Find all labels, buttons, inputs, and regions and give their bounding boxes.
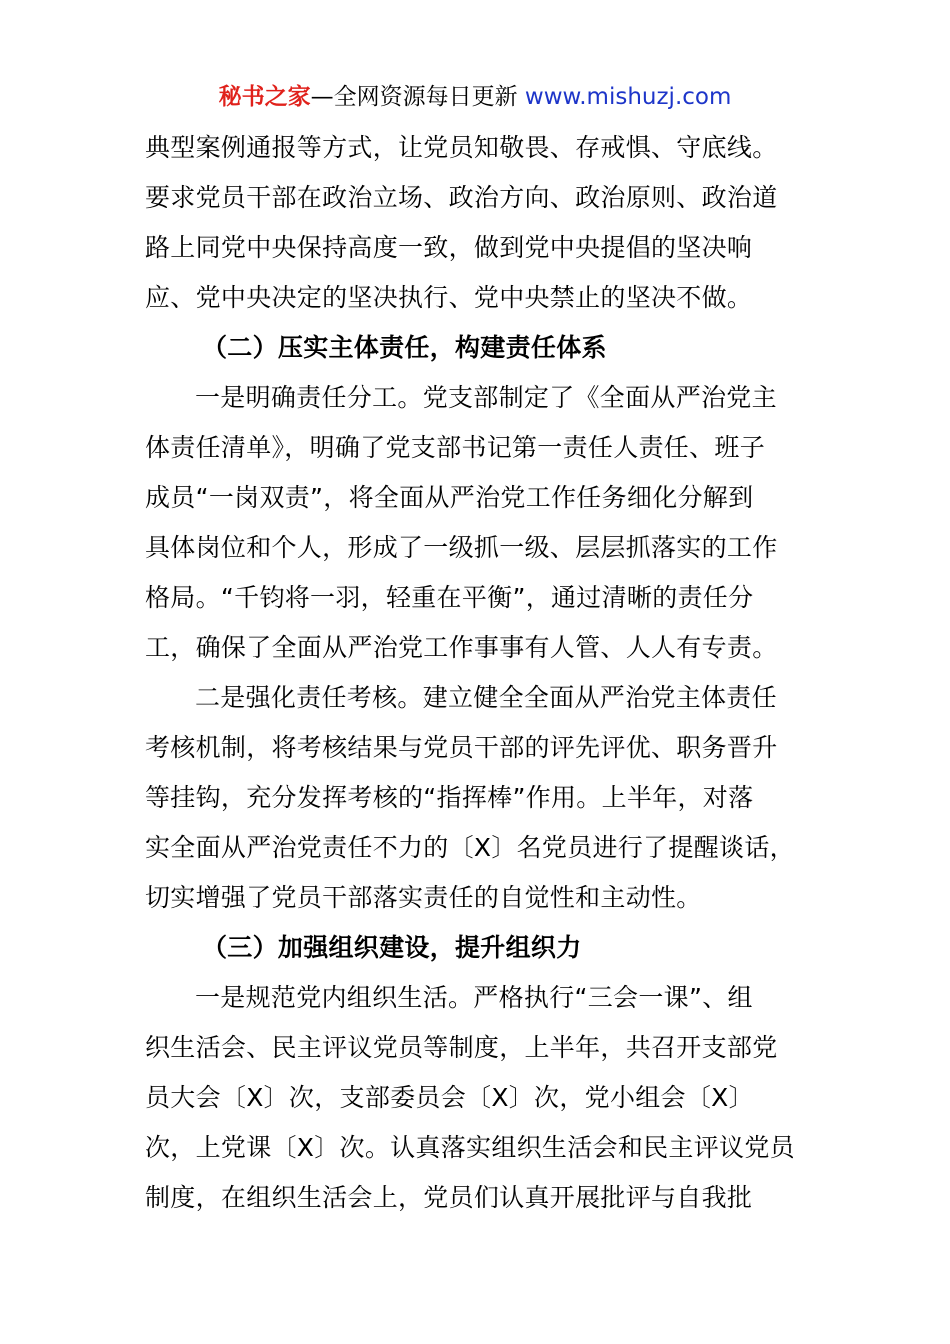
paragraph-line: 应、党中央决定的坚决执行、党中央禁止的坚决不做。 <box>145 283 753 312</box>
paragraph-line: 一是规范党内组织生活。严格执行“三会一课”、组 <box>195 983 753 1012</box>
paragraph-line: 具体岗位和个人，形成了一级抓一级、层层抓落实的工作 <box>145 533 778 562</box>
site-brand: 秘书之家 <box>218 84 311 110</box>
paragraph-line: 考核机制，将考核结果与党员干部的评先评优、职务晋升 <box>145 733 778 762</box>
paragraph-line: 次，上党课〔X〕次。认真落实组织生活会和民主评议党员 <box>145 1133 795 1162</box>
paragraph-line: 体责任清单》，明确了党支部书记第一责任人责任、班子 <box>145 433 766 462</box>
paragraph-line: 典型案例通报等方式，让党员知敬畏、存戒惧、守底线。 <box>145 133 778 162</box>
paragraph-line: 路上同党中央保持高度一致，做到党中央提倡的坚决响 <box>145 233 753 262</box>
paragraph-line: 员大会〔X〕次，支部委员会〔X〕次，党小组会〔X〕 <box>145 1083 754 1112</box>
section-heading: （三）加强组织建设，提升组织力 <box>202 933 582 962</box>
paragraph-line: 工，确保了全面从严治党工作事事有人管、人人有专责。 <box>145 633 778 662</box>
paragraph-line: 实全面从严治党责任不力的〔X〕名党员进行了提醒谈话， <box>145 833 795 862</box>
site-url-link[interactable]: www.mishuzj.com <box>524 84 732 110</box>
site-header <box>0 80 950 114</box>
paragraph-line: 二是强化责任考核。建立健全全面从严治党主体责任 <box>195 683 777 712</box>
document-body <box>145 123 807 1223</box>
paragraph-line: 等挂钩，充分发挥考核的“指挥棒”作用。上半年，对落 <box>145 783 754 812</box>
paragraph-line: 一是明确责任分工。党支部制定了《全面从严治党主 <box>195 383 777 412</box>
section-heading: （二）压实主体责任，构建责任体系 <box>202 333 607 362</box>
paragraph-line: 制度，在组织生活会上，党员们认真开展批评与自我批 <box>145 1183 753 1212</box>
paragraph-line: 切实增强了党员干部落实责任的自觉性和主动性。 <box>145 883 702 912</box>
site-tagline: —全网资源每日更新 <box>310 84 518 110</box>
paragraph-line: 要求党员干部在政治立场、政治方向、政治原则、政治道 <box>145 183 778 212</box>
paragraph-line: 成员“一岗双责”，将全面从严治党工作任务细化分解到 <box>145 483 754 512</box>
paragraph-line: 织生活会、民主评议党员等制度，上半年，共召开支部党 <box>145 1033 778 1062</box>
paragraph-line: 格局。“千钧将一羽，轻重在平衡”，通过清晰的责任分 <box>145 583 754 612</box>
